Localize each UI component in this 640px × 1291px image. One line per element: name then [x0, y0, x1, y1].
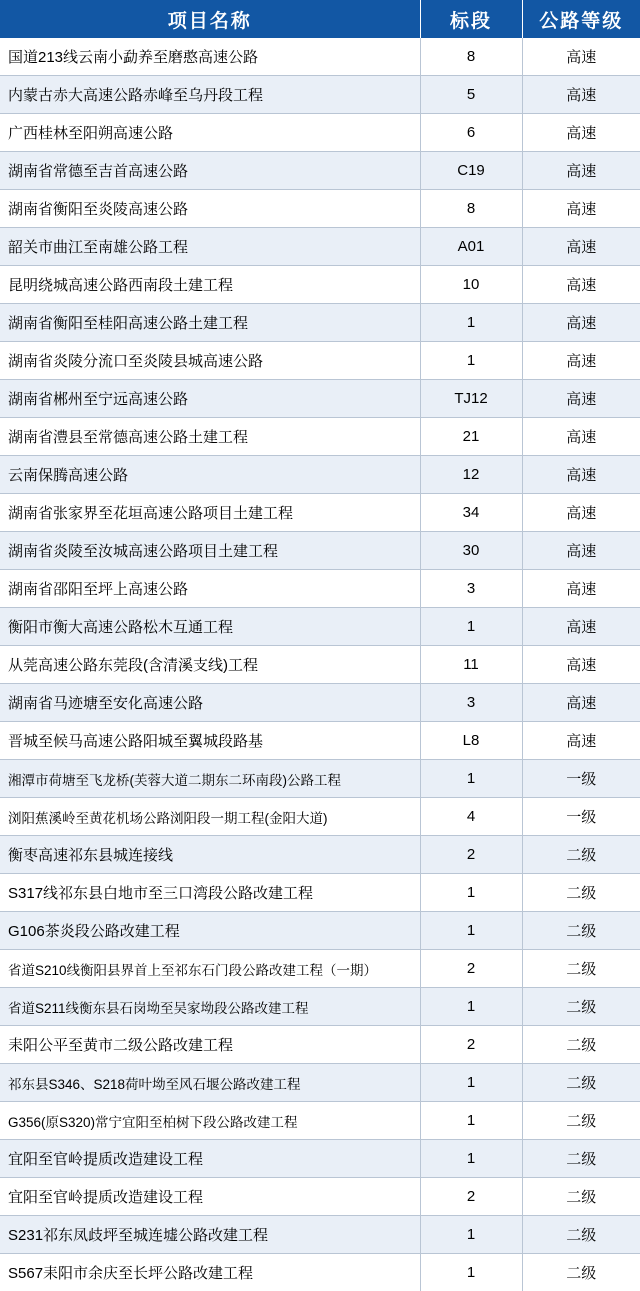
cell-road-grade: 一级: [522, 798, 640, 836]
cell-road-grade: 高速: [522, 456, 640, 494]
cell-project-name: S567耒阳市余庆至长坪公路改建工程: [0, 1254, 420, 1291]
cell-section: 1: [420, 912, 522, 950]
table-row: [0, 228, 640, 266]
cell-project-name: 晋城至候马高速公路阳城至翼城段路基: [0, 722, 420, 760]
table-row: [0, 494, 640, 532]
table-row: [0, 418, 640, 456]
cell-section: 1: [420, 988, 522, 1026]
cell-project-name: 宜阳至官岭提质改造建设工程: [0, 1178, 420, 1216]
cell-section: 6: [420, 114, 522, 152]
cell-project-name: 耒阳公平至黄市二级公路改建工程: [0, 1026, 420, 1064]
table-row: [0, 1140, 640, 1178]
table-row: [0, 152, 640, 190]
table-row: [0, 608, 640, 646]
cell-project-name: 湘潭市荷塘至飞龙桥(芙蓉大道二期东二环南段)公路工程: [0, 760, 420, 798]
cell-road-grade: 高速: [522, 380, 640, 418]
cell-road-grade: 二级: [522, 950, 640, 988]
cell-project-name: G106茶炎段公路改建工程: [0, 912, 420, 950]
cell-section: 34: [420, 494, 522, 532]
cell-section: 3: [420, 570, 522, 608]
table-body: [0, 38, 640, 1291]
cell-section: 2: [420, 950, 522, 988]
cell-project-name: 浏阳蕉溪岭至黄花机场公路浏阳段一期工程(金阳大道): [0, 798, 420, 836]
cell-project-name: 从莞高速公路东莞段(含清溪支线)工程: [0, 646, 420, 684]
cell-road-grade: 二级: [522, 988, 640, 1026]
cell-road-grade: 二级: [522, 1254, 640, 1291]
table-row: [0, 912, 640, 950]
cell-project-name: 衡枣高速祁东县城连接线: [0, 836, 420, 874]
cell-section: 4: [420, 798, 522, 836]
cell-project-name: 祁东县S346、S218荷叶坳至风石堰公路改建工程: [0, 1064, 420, 1102]
cell-section: 1: [420, 1254, 522, 1291]
cell-project-name: 湖南省张家界至花垣高速公路项目土建工程: [0, 494, 420, 532]
cell-section: 1: [420, 1102, 522, 1140]
cell-section: 1: [420, 874, 522, 912]
table-row: [0, 646, 640, 684]
table-row: [0, 836, 640, 874]
table-row: [0, 76, 640, 114]
table-row: [0, 342, 640, 380]
cell-road-grade: 高速: [522, 38, 640, 76]
cell-project-name: 宜阳至官岭提质改造建设工程: [0, 1140, 420, 1178]
table-header-row: [0, 0, 640, 38]
table-row: [0, 190, 640, 228]
cell-project-name: 昆明绕城高速公路西南段土建工程: [0, 266, 420, 304]
cell-project-name: 湖南省常德至吉首高速公路: [0, 152, 420, 190]
cell-project-name: 省道S211线衡东县石岗坳至吴家坳段公路改建工程: [0, 988, 420, 1026]
cell-road-grade: 二级: [522, 1216, 640, 1254]
cell-road-grade: 二级: [522, 874, 640, 912]
cell-project-name: 云南保腾高速公路: [0, 456, 420, 494]
cell-project-name: 湖南省邵阳至坪上高速公路: [0, 570, 420, 608]
cell-project-name: 湖南省衡阳至桂阳高速公路土建工程: [0, 304, 420, 342]
cell-road-grade: 高速: [522, 418, 640, 456]
table-row: [0, 874, 640, 912]
cell-road-grade: 二级: [522, 1102, 640, 1140]
cell-road-grade: 高速: [522, 266, 640, 304]
table-row: [0, 950, 640, 988]
cell-road-grade: 二级: [522, 1140, 640, 1178]
cell-road-grade: 高速: [522, 684, 640, 722]
cell-section: TJ12: [420, 380, 522, 418]
cell-project-name: 内蒙古赤大高速公路赤峰至乌丹段工程: [0, 76, 420, 114]
cell-section: 8: [420, 38, 522, 76]
table-row: [0, 760, 640, 798]
cell-section: C19: [420, 152, 522, 190]
cell-section: A01: [420, 228, 522, 266]
cell-road-grade: 高速: [522, 532, 640, 570]
table-row: [0, 380, 640, 418]
cell-section: 1: [420, 608, 522, 646]
table-row: [0, 304, 640, 342]
table-row: [0, 722, 640, 760]
cell-road-grade: 高速: [522, 646, 640, 684]
cell-road-grade: 高速: [522, 114, 640, 152]
cell-road-grade: 高速: [522, 76, 640, 114]
cell-section: 2: [420, 1026, 522, 1064]
cell-section: 11: [420, 646, 522, 684]
cell-section: 1: [420, 1140, 522, 1178]
cell-section: 5: [420, 76, 522, 114]
cell-project-name: 湖南省马迹塘至安化高速公路: [0, 684, 420, 722]
cell-section: 1: [420, 1064, 522, 1102]
cell-project-name: 国道213线云南小勐养至磨憨高速公路: [0, 38, 420, 76]
cell-road-grade: 高速: [522, 228, 640, 266]
cell-project-name: 韶关市曲江至南雄公路工程: [0, 228, 420, 266]
table-row: [0, 1102, 640, 1140]
table-row: [0, 1026, 640, 1064]
cell-project-name: 湖南省炎陵至汝城高速公路项目土建工程: [0, 532, 420, 570]
table-row: [0, 1254, 640, 1291]
cell-section: 10: [420, 266, 522, 304]
cell-section: 1: [420, 1216, 522, 1254]
cell-road-grade: 二级: [522, 836, 640, 874]
table-row: [0, 1178, 640, 1216]
table-row: [0, 988, 640, 1026]
cell-project-name: 衡阳市衡大高速公路松木互通工程: [0, 608, 420, 646]
cell-project-name: 广西桂林至阳朔高速公路: [0, 114, 420, 152]
table-row: [0, 684, 640, 722]
cell-road-grade: 高速: [522, 152, 640, 190]
cell-section: 3: [420, 684, 522, 722]
cell-project-name: 湖南省郴州至宁远高速公路: [0, 380, 420, 418]
table-row: [0, 1064, 640, 1102]
cell-section: 12: [420, 456, 522, 494]
cell-section: 1: [420, 760, 522, 798]
table-row: [0, 38, 640, 76]
cell-section: 2: [420, 1178, 522, 1216]
cell-project-name: 湖南省炎陵分流口至炎陵县城高速公路: [0, 342, 420, 380]
column-header-project-name: 项目名称: [0, 0, 420, 38]
cell-section: 30: [420, 532, 522, 570]
cell-project-name: 湖南省澧县至常德高速公路土建工程: [0, 418, 420, 456]
table-row: [0, 266, 640, 304]
cell-road-grade: 高速: [522, 494, 640, 532]
cell-road-grade: 二级: [522, 1026, 640, 1064]
cell-section: 8: [420, 190, 522, 228]
table-row: [0, 456, 640, 494]
cell-road-grade: 二级: [522, 1064, 640, 1102]
table-row: [0, 798, 640, 836]
cell-section: L8: [420, 722, 522, 760]
cell-road-grade: 高速: [522, 342, 640, 380]
table-row: [0, 532, 640, 570]
cell-project-name: G356(原S320)常宁宜阳至柏树下段公路改建工程: [0, 1102, 420, 1140]
cell-road-grade: 二级: [522, 912, 640, 950]
cell-section: 2: [420, 836, 522, 874]
cell-road-grade: 高速: [522, 608, 640, 646]
column-header-road-grade: 公路等级: [522, 0, 640, 38]
cell-section: 1: [420, 304, 522, 342]
table-row: [0, 114, 640, 152]
cell-road-grade: 高速: [522, 722, 640, 760]
cell-project-name: S231祁东凤歧坪至城连墟公路改建工程: [0, 1216, 420, 1254]
cell-road-grade: 二级: [522, 1178, 640, 1216]
table-row: [0, 1216, 640, 1254]
cell-road-grade: 高速: [522, 190, 640, 228]
cell-road-grade: 一级: [522, 760, 640, 798]
table-header: [0, 0, 640, 38]
cell-section: 1: [420, 342, 522, 380]
table-row: [0, 570, 640, 608]
cell-road-grade: 高速: [522, 570, 640, 608]
column-header-section: 标段: [420, 0, 522, 38]
cell-section: 21: [420, 418, 522, 456]
cell-project-name: 湖南省衡阳至炎陵高速公路: [0, 190, 420, 228]
cell-road-grade: 高速: [522, 304, 640, 342]
cell-project-name: S317线祁东县白地市至三口湾段公路改建工程: [0, 874, 420, 912]
cell-project-name: 省道S210线衡阳县界首上至祁东石门段公路改建工程（一期）: [0, 950, 420, 988]
